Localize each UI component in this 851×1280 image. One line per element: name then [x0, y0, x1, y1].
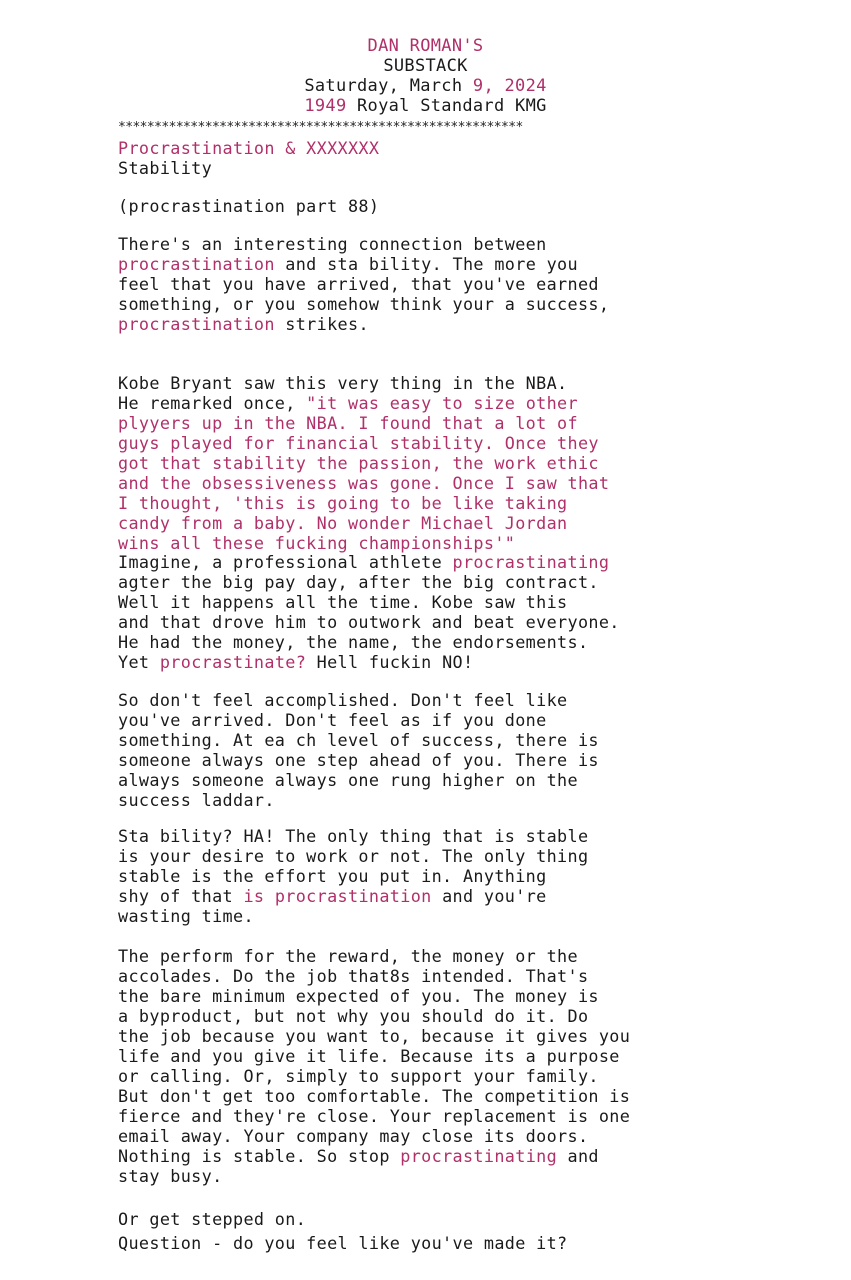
text-line	[118, 314, 818, 334]
text-line	[118, 1126, 818, 1146]
paragraph	[118, 690, 818, 810]
paragraph	[118, 234, 818, 334]
highlighted-text: is procrastination	[243, 886, 432, 906]
text-segment: But don't get too comfortable. The competition is	[118, 1086, 631, 1106]
author-line: DAN ROMAN'S	[367, 36, 484, 56]
highlighted-text: plyyers up in the NBA. I found that a lot of	[118, 413, 578, 433]
text-line	[118, 533, 818, 553]
text-segment: a byproduct, but not why you should do it. Do	[118, 1006, 589, 1026]
highlighted-text: wins all these fucking championships'"	[118, 533, 516, 553]
text-line	[118, 652, 818, 672]
text-line	[118, 1026, 818, 1046]
text-segment: Hell fuckin NO!	[306, 652, 474, 672]
paragraph	[118, 946, 818, 1186]
title-line-2: Stability	[118, 158, 213, 178]
text-segment: Imagine, a professional athlete	[118, 552, 453, 572]
text-segment: always someone always one rung higher on the	[118, 770, 578, 790]
paragraph	[118, 373, 818, 553]
text-segment: and sta bility. The more you	[274, 254, 578, 274]
highlighted-text: and the obsessiveness was gone. Once I saw that	[118, 473, 610, 493]
text-segment: you've arrived. Don't feel as if you done	[118, 710, 547, 730]
text-line	[118, 690, 818, 710]
paragraph	[118, 1233, 818, 1253]
text-segment: He remarked once,	[118, 393, 307, 413]
paragraph	[118, 1209, 818, 1229]
text-line	[118, 473, 818, 493]
text-line	[118, 1106, 818, 1126]
text-line	[118, 493, 818, 513]
text-segment: Sta bility? HA! The only thing that is stable	[118, 826, 589, 846]
text-segment: The perform for the reward, the money or the	[118, 946, 578, 966]
text-line	[118, 1086, 818, 1106]
title-line-1: Procrastination & XXXXXXX	[118, 138, 380, 158]
text-segment: Nothing is stable. So stop	[118, 1146, 401, 1166]
text-segment: accolades. Do the job that8s intended. That's	[118, 966, 589, 986]
text-line	[118, 612, 818, 632]
text-segment: and	[557, 1146, 599, 1166]
part-line: (procrastination part 88)	[118, 196, 380, 216]
text-segment: and that drove him to outwork and beat everyone.	[118, 612, 620, 632]
text-segment: something. At ea ch level of success, there is	[118, 730, 599, 750]
typewriter-year: 1949	[304, 96, 347, 116]
highlighted-text: candy from a baby. No wonder Michael Jordan	[118, 513, 568, 533]
text-line	[118, 750, 818, 770]
text-segment: wasting time.	[118, 906, 254, 926]
part-line-block	[118, 196, 818, 216]
text-segment: fierce and they're close. Your replacement is one	[118, 1106, 631, 1126]
text-segment: success laddar.	[118, 790, 275, 810]
highlighted-text: guys played for financial stability. Once they	[118, 433, 599, 453]
text-line	[118, 294, 818, 314]
text-segment: the bare minimum expected of you. The money is	[118, 986, 599, 1006]
text-segment: the job because you want to, because it gives you	[118, 1026, 631, 1046]
text-segment: or calling. Or, simply to support your family.	[118, 1066, 599, 1086]
text-segment: feel that you have arrived, that you've earned	[118, 274, 599, 294]
text-line	[118, 886, 818, 906]
text-line	[118, 433, 818, 453]
highlighted-text: procrastinating	[400, 1146, 558, 1166]
date-value: 9, 2024	[472, 76, 547, 96]
text-line	[118, 710, 818, 730]
text-line	[118, 770, 818, 790]
text-segment: Or get stepped on.	[118, 1209, 307, 1229]
text-segment: shy of that	[118, 886, 244, 906]
text-segment: stable is the effort you put in. Anything	[118, 866, 547, 886]
text-segment: and you're	[431, 886, 547, 906]
text-line	[118, 552, 818, 572]
text-line	[118, 413, 818, 433]
highlighted-text: got that stability the passion, the work ethic	[118, 453, 599, 473]
text-segment: agter the big pay day, after the big contract.	[118, 572, 599, 592]
text-line	[118, 1006, 818, 1026]
highlighted-text: procrastination	[118, 254, 275, 274]
text-line	[118, 1146, 818, 1166]
text-line	[118, 1166, 818, 1186]
text-line	[118, 513, 818, 533]
text-line	[118, 373, 818, 393]
text-line	[118, 826, 818, 846]
text-segment: Question - do you feel like you've made it?	[118, 1233, 568, 1253]
text-line	[118, 790, 818, 810]
text-segment: He had the money, the name, the endorsements.	[118, 632, 589, 652]
publication-line: SUBSTACK	[383, 56, 468, 76]
text-line	[118, 946, 818, 966]
highlighted-text: procrastination	[118, 314, 275, 334]
date-line	[0, 76, 851, 96]
text-line	[118, 1066, 818, 1086]
text-line	[118, 453, 818, 473]
text-segment: email away. Your company may close its doors.	[118, 1126, 589, 1146]
text-segment: So don't feel accomplished. Don't feel like	[118, 690, 568, 710]
text-line	[118, 1209, 818, 1229]
highlighted-text: I thought, 'this is going to be like taking	[118, 493, 568, 513]
title-block	[118, 138, 818, 178]
paragraph	[118, 552, 818, 672]
highlighted-text: procrastinate?	[159, 652, 307, 672]
star-divider: ********************************************************	[118, 120, 523, 135]
text-segment: strikes.	[274, 314, 369, 334]
typewriter-line	[0, 96, 851, 116]
text-segment: is your desire to work or not. The only thing	[118, 846, 589, 866]
text-line	[118, 572, 818, 592]
text-segment: Yet	[118, 652, 160, 672]
text-line	[118, 393, 818, 413]
text-line	[118, 906, 818, 926]
text-line	[118, 1046, 818, 1066]
text-line	[118, 866, 818, 886]
text-line	[118, 966, 818, 986]
text-line	[118, 1233, 818, 1253]
typewriter-model: Royal Standard KMG	[346, 96, 547, 116]
text-segment: Kobe Bryant saw this very thing in the NBA.	[118, 373, 568, 393]
text-segment: stay busy.	[118, 1166, 223, 1186]
text-line	[118, 846, 818, 866]
text-line	[118, 632, 818, 652]
text-segment: Well it happens all the time. Kobe saw this	[118, 592, 568, 612]
text-line	[118, 274, 818, 294]
text-segment: life and you give it life. Because its a purpose	[118, 1046, 620, 1066]
text-line	[118, 234, 818, 254]
date-prefix: Saturday, March	[304, 76, 473, 96]
text-line	[118, 592, 818, 612]
text-segment: There's an interesting connection between	[118, 234, 547, 254]
text-line	[118, 730, 818, 750]
text-segment: someone always one step ahead of you. There is	[118, 750, 599, 770]
highlighted-text: "it was easy to size other	[306, 393, 578, 413]
text-line	[118, 986, 818, 1006]
text-line	[118, 254, 818, 274]
paragraph	[118, 826, 818, 926]
highlighted-text: procrastinating	[452, 552, 610, 572]
text-segment: something, or you somehow think your a success,	[118, 294, 610, 314]
